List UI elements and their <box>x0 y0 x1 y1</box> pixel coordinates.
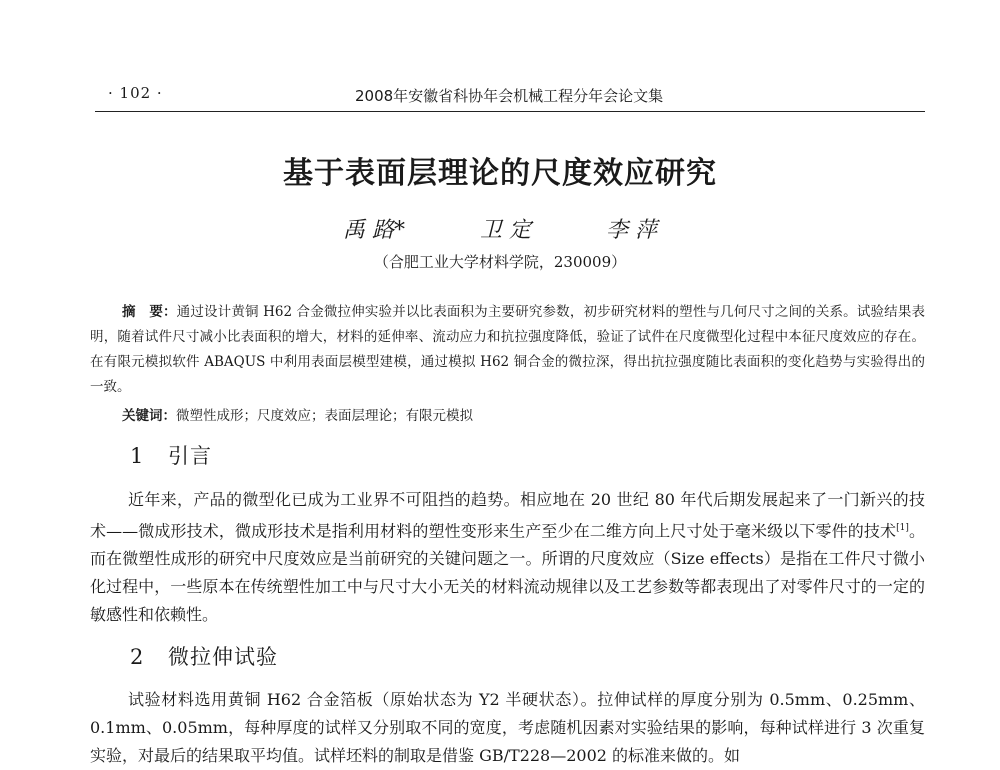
paragraph-text: 试验材料选用黄铜 H62 合金箔板（原始状态为 Y2 半硬状态）。拉伸试样的厚度分别为 0.5mm、0.25mm、0.1mm、0.05mm，每种厚度的试样又分别取不同的宽度，考虑随机因素对实验结果的影响，每种试样进行 3 次重复实验，对最后的结果取平均值。试样坯料的制取是借鉴 GB/T228—2002 的标准来做的。如 <box>90 690 925 765</box>
page-number: · 102 · <box>108 84 163 102</box>
abstract <box>90 300 925 400</box>
paragraph-text: 。而在微塑性成形的研究中尺度效应是当前研究的关键问题之一。所谓的尺度效应（Size effects）是指在工件尺寸微小化过程中，一些原本在传统塑性加工中与尺寸大小无关的材料流动规律以及工艺参数等都表现出了对零件尺寸的一定的敏感性和依赖性。 <box>90 521 925 625</box>
keywords-label: 关键词： <box>122 408 176 424</box>
citation-ref: [1] <box>896 523 909 533</box>
section-heading <box>130 641 278 671</box>
header-divider <box>95 111 925 112</box>
section-number: 2 <box>130 645 145 669</box>
paper-title: 基于表面层理论的尺度效应研究 <box>283 156 717 191</box>
running-header: 2008年安徽省科协年会机械工程分年会论文集 <box>355 87 664 105</box>
section-title: 微拉伸试验 <box>168 645 278 669</box>
abstract-label: 摘 要： <box>122 304 177 320</box>
author-list <box>0 213 1000 244</box>
keywords-text: 微塑性成形；尺度效应；表面层理论；有限元模拟 <box>176 408 473 424</box>
affiliation: （合肥工业大学材料学院，230009） <box>373 253 627 271</box>
section-body <box>90 486 925 629</box>
section-title: 引言 <box>168 444 212 468</box>
section-number: 1 <box>130 444 145 468</box>
section-body <box>90 686 925 770</box>
paragraph-text: 近年来，产品的微型化已成为工业界不可阻挡的趋势。相应地在 20 世纪 80 年代后期发展起来了一门新兴的技术——微成形技术，微成形技术是指利用材料的塑性变形来生产至少在二维方向上尺寸处于毫米级以下零件的技术 <box>90 490 925 541</box>
keywords <box>122 404 473 424</box>
author: 李 萍 <box>606 218 657 243</box>
author: 禹 路* <box>343 218 405 243</box>
abstract-text: 通过设计黄铜 H62 合金微拉伸实验并以比表面积为主要研究参数，初步研究材料的塑性与几何尺寸之间的关系。试验结果表明，随着试件尺寸减小比表面积的增大，材料的延伸率、流动应力和抗拉强度降低，验证了试件在尺度微型化过程中本征尺度效应的存在。在有限元模拟软件 ABAQUS 中利用表面层模型建模，通过模拟 H62 铜合金的微拉深，得出抗拉强度随比表面积的变化趋势与实验得出的一致。 <box>90 304 925 395</box>
author: 卫 定 <box>480 218 531 243</box>
section-heading <box>130 440 212 470</box>
